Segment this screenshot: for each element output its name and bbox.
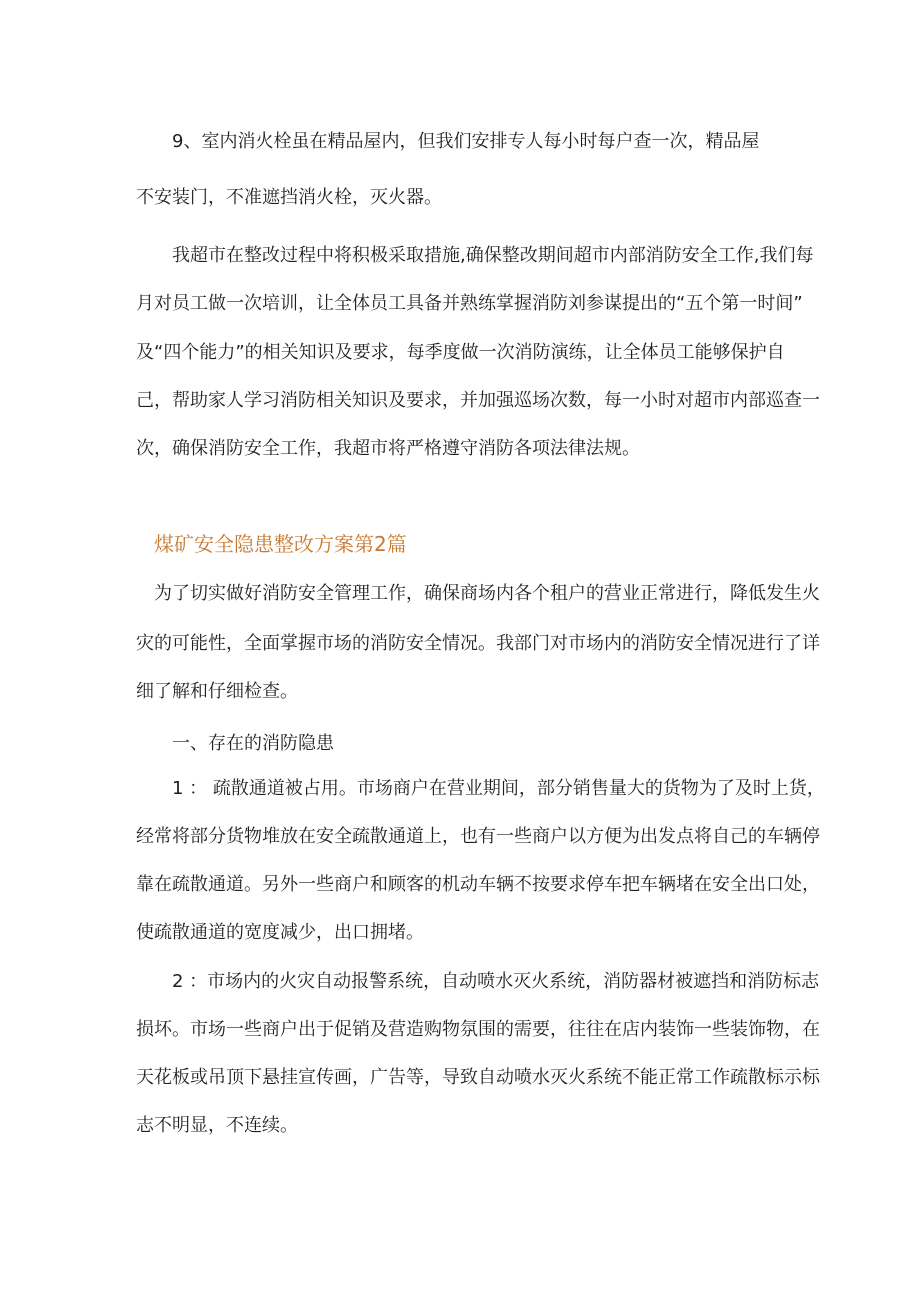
item-1-line: 1 ： 疏散通道被占用。市场商户在营业期间，部分销售量大的货物为了及时上货， [172, 778, 825, 799]
item-2-line: 天花板或吊顶下悬挂宣传画，广告等，导致自动喷水灭火系统不能正常工作疏散标示标 [136, 1067, 820, 1088]
paragraph-line: 及“四个能力”的相关知识及要求，每季度做一次消防演练，让全体员工能够保护自 [136, 342, 785, 363]
intro-line: 灾的可能性，全面掌握市场的消防安全情况。我部门对市场内的消防安全情况进行了详 [136, 633, 820, 654]
item-2-line: 志不明显，不连续。 [136, 1115, 298, 1136]
item-9-line-2: 不安装门，不准遮挡消火栓，灭火器。 [136, 187, 442, 208]
item-1-line: 经常将部分货物堆放在安全疏散通道上，也有一些商户以方便为出发点将自己的车辆停 [136, 826, 820, 847]
item-9-line-1: 9、室内消火栓虽在精品屋内，但我们安排专人每小时每户查一次，精品屋 [172, 131, 760, 152]
paragraph-line: 月对员工做一次培训，让全体员工具备并熟练掌握消防刘参谋提出的“五个第一时间” [136, 293, 803, 314]
subheading: 一、存在的消防隐患 [172, 733, 334, 754]
section-heading: 煤矿安全隐患整改方案第2篇 [154, 532, 407, 556]
paragraph-line: 我超市在整改过程中将积极采取措施,确保整改期间超市内部消防安全工作,我们每 [172, 245, 814, 266]
intro-line: 细了解和仔细检查。 [136, 681, 298, 702]
item-2-line: 2 ：市场内的火灾自动报警系统，自动喷水灭火系统，消防器材被遮挡和消防标志 [172, 971, 820, 992]
item-2-line: 损坏。市场一些商户出于促销及营造购物氛围的需要，往往在店内装饰一些装饰物，在 [136, 1019, 820, 1040]
item-1-line: 使疏散通道的宽度减少，出口拥堵。 [136, 922, 424, 943]
intro-line: 为了切实做好消防安全管理工作，确保商场内各个租户的营业正常进行，降低发生火 [154, 583, 820, 604]
item-1-line: 靠在疏散通道。另外一些商户和顾客的机动车辆不按要求停车把车辆堵在安全出口处， [136, 874, 820, 895]
paragraph-line: 次，确保消防安全工作，我超市将严格遵守消防各项法律法规。 [136, 438, 640, 459]
paragraph-line: 己，帮助家人学习消防相关知识及要求，并加强巡场次数，每一小时对超市内部巡查一 [136, 390, 820, 411]
